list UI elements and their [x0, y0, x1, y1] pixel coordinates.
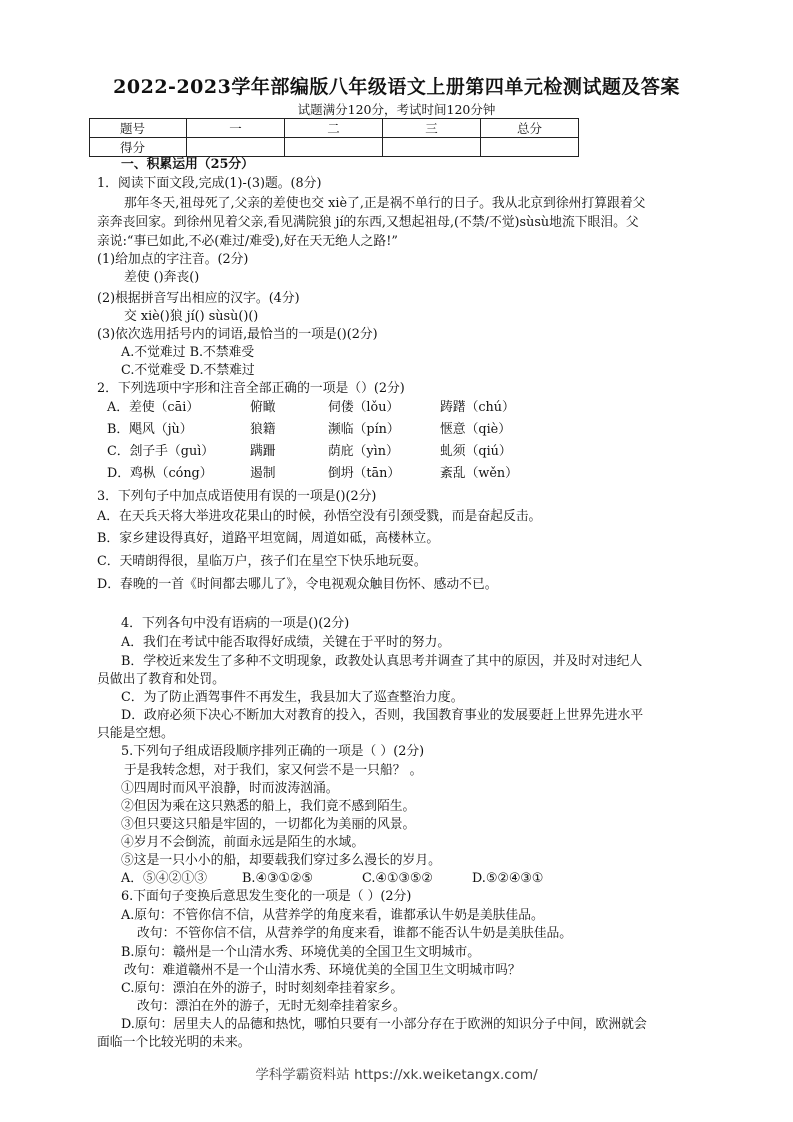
- option-row: [0, 870, 793, 888]
- option-line: B．家乡建设得真好，道路平坦宽阔，周道如砥，高楼林立。: [97, 531, 440, 546]
- list-item: ①四周时而风平浪静，时而波涛汹涌。: [121, 781, 339, 796]
- option-line: D.原句：居里夫人的品德和热忱，哪怕只要有一小部分存在于欧洲的知识分子中间，欧洲就会: [121, 1017, 647, 1032]
- score-table: [89, 118, 579, 157]
- passage-line: 于是我转念想，对于我们，家又何尝不是一只船？ 。: [124, 763, 423, 778]
- option-row: [0, 465, 793, 483]
- question-stem: 6.下面句子变换后意思发生变化的一项是（ ）(2分): [121, 889, 412, 904]
- option-cell: 濒临（pín）: [328, 422, 400, 437]
- table-cell: [383, 138, 481, 157]
- table-cell: [285, 138, 383, 157]
- answer-items: 差使 ()奔丧(): [124, 270, 200, 285]
- option-cell: B.④③①②⑤: [242, 871, 313, 886]
- option-cell: 遏制: [250, 466, 276, 481]
- option-cell: C．刽子手（guì）: [107, 444, 215, 459]
- option-line: D．春晚的一首《时间都去哪儿了》，令电视观众触目伤怀、感动不已。: [97, 577, 498, 592]
- option-line: C．为了防止酒驾事件不再发生，我县加大了巡查整治力度。: [121, 690, 464, 705]
- option-cell: 虬须（qiú）: [440, 444, 512, 459]
- table-cell: 得分: [90, 138, 187, 157]
- passage-line: 亲说:“事已如此,不必(难过/难受),好在天无绝人之路!”: [97, 234, 398, 249]
- option-line: A.不觉难过 B.不禁难受: [121, 345, 255, 360]
- option-cell: 狼籍: [250, 422, 276, 437]
- option-cell: 蹒跚: [250, 444, 276, 459]
- option-line: 改句：不管你信不信，从营养学的角度来看，谁都不能否认牛奶是美肤佳品。: [137, 926, 573, 941]
- table-row: [90, 119, 579, 138]
- option-row: [0, 443, 793, 461]
- question-stem: 1．阅读下面文段,完成(1)-(3)题。(8分): [97, 176, 322, 191]
- option-line: B．学校近来发生了多种不文明现象，政教处认真思考并调查了其中的原因，并及时对违纪人: [121, 654, 643, 669]
- option-cell: C.④①③⑤②: [362, 871, 433, 886]
- option-line: 员做出了教育和处罚。: [97, 672, 225, 687]
- table-cell: [481, 138, 579, 157]
- question-stem: 4．下列各句中没有语病的一项是()(2分): [121, 616, 350, 631]
- question-stem: 3．下列句子中加点成语使用有误的一项是()(2分): [97, 489, 377, 504]
- table-cell: [187, 138, 285, 157]
- table-cell: 总分: [481, 119, 579, 138]
- option-cell: 惬意（qiè）: [440, 422, 512, 437]
- option-line: 改句：难道赣州不是一个山清水秀、环境优美的全国卫生文明城市吗？: [124, 963, 521, 978]
- option-cell: 俯瞰: [250, 400, 276, 415]
- option-line: 面临一个比较光明的未来。: [97, 1035, 251, 1050]
- option-cell: A．差使（cāi）: [107, 400, 200, 415]
- option-line: 改句：漂泊在外的游子，无时无刻牵挂着家乡。: [137, 999, 406, 1014]
- list-item: ③但只要这只船是牢固的，一切都化为美丽的风景。: [121, 817, 416, 832]
- answer-items: 交 xiè()狼 jí() sùsù()(): [124, 309, 259, 324]
- option-cell: 紊乱（wěn）: [440, 466, 518, 481]
- option-cell: 踌躇（chú）: [440, 400, 515, 415]
- option-line: A.原句：不管你信不信，从营养学的角度来看，谁都承认牛奶是美肤佳品。: [121, 908, 544, 923]
- table-cell: 题号: [90, 119, 187, 138]
- list-item: ④岁月不会倒流，前面永远是陌生的水域。: [121, 835, 365, 850]
- option-cell: D．鸡枞（cóng）: [107, 466, 213, 481]
- option-line: C.原句：漂泊在外的游子，时时刻刻牵挂着家乡。: [121, 981, 404, 996]
- table-cell: 三: [383, 119, 481, 138]
- table-cell: 二: [285, 119, 383, 138]
- sub-question: (2)根据拼音写出相应的汉字。(4分): [97, 291, 300, 306]
- option-cell: 荫庇（yìn）: [328, 444, 399, 459]
- option-line: C．天晴朗得很，星临万户，孩子们在星空下快乐地玩耍。: [97, 554, 427, 569]
- option-line: B.原句：赣州是一个山清水秀、环境优美的全国卫生文明城市。: [121, 945, 480, 960]
- option-cell: 伺偻（lǒu）: [328, 400, 400, 415]
- sub-question: (1)给加点的字注音。(2分): [97, 252, 249, 267]
- option-cell: D.⑤②④③①: [472, 871, 544, 886]
- passage-line: 那年冬天,祖母死了,父亲的差使也交 xiè了,正是祸不单行的日子。我从北京到徐州打算跟着父: [124, 196, 646, 211]
- list-item: ⑤这是一只小小的船，却要载我们穿过多么漫长的岁月。: [121, 853, 441, 868]
- question-stem: 2．下列选项中字形和注音全部正确的一项是（）(2分): [97, 381, 405, 396]
- list-item: ②但因为乘在这只熟悉的船上，我们竟不感到陌生。: [121, 799, 416, 814]
- option-line: D．政府必须下决心不断加大对教育的投入，否则，我国教育事业的发展要赶上世界先进水平: [121, 708, 644, 723]
- option-cell: 倒坍（tān）: [328, 466, 401, 481]
- table-row: [90, 138, 579, 157]
- option-line: A．我们在考试中能否取得好成绩，关键在于平时的努力。: [121, 635, 451, 650]
- table-cell: 一: [187, 119, 285, 138]
- option-line: 只能是空想。: [97, 726, 174, 741]
- sub-question: (3)依次选用括号内的词语,最恰当的一项是()(2分): [97, 327, 378, 342]
- passage-line: 亲奔丧回家。到徐州见着父亲,看见满院狼 jí的东西,又想起祖母,(不禁/不觉)sùsù地流下眼泪。父: [97, 215, 639, 230]
- option-line: C.不觉难受 D.不禁难过: [121, 363, 255, 378]
- option-cell: B．飓风（jù）: [107, 422, 193, 437]
- exam-info: 试题满分120分，考试时间120分钟: [297, 102, 496, 117]
- option-row: [0, 399, 793, 417]
- option-cell: A．⑤④②①③: [121, 871, 208, 886]
- page-title: 2022-2023学年部编版八年级语文上册第四单元检测试题及答案: [113, 76, 680, 98]
- option-line: A．在天兵天将大举进攻花果山的时候，孙悟空没有引颈受戮，而是奋起反击。: [97, 509, 542, 524]
- footer-source: 学科学霸资料站 https://xk.weiketangx.com/: [255, 1067, 538, 1083]
- question-stem: 5.下列句子组成语段顺序排列正确的一项是（ ）(2分): [121, 744, 425, 759]
- option-row: [0, 421, 793, 439]
- section-heading: 一、积累运用（25分）: [121, 157, 254, 172]
